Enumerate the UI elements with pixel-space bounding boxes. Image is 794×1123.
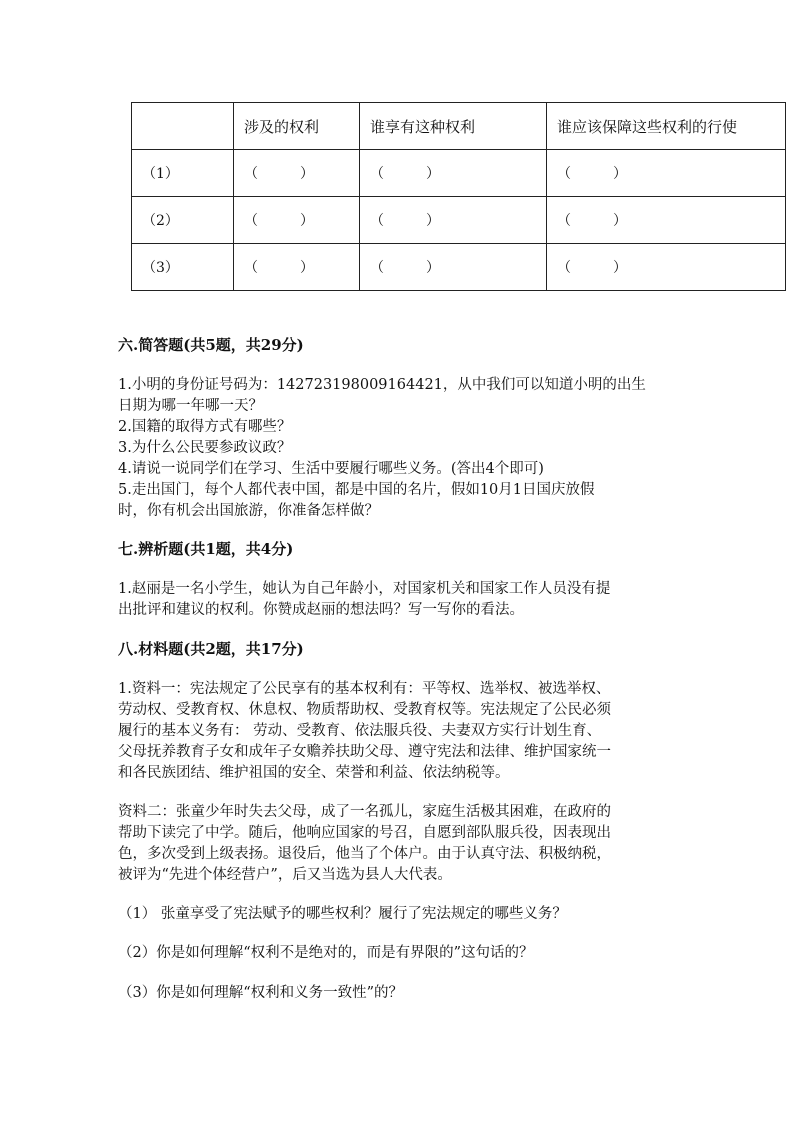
table-cell: （ ） xyxy=(234,197,360,244)
material-line: 帮助下读完了中学。随后，他响应国家的号召，自愿到部队服兵役，因表现出 xyxy=(118,825,611,841)
table-cell: （2） xyxy=(132,197,234,244)
table-header-cell: 涉及的权利 xyxy=(234,103,360,150)
table-header-cell: 谁享有这种权利 xyxy=(360,103,547,150)
material-line: 劳动权、受教育权、休息权、物质帮助权、受教育权等。宪法规定了公民必须 xyxy=(118,702,611,718)
question-line: 1.小明的身份证号码为：142723198009164421，从中我们可以知道小明的出生 xyxy=(118,377,646,393)
section-title-material: 八.材料题(共2题，共17分) xyxy=(118,640,304,658)
table-cell: （1） xyxy=(132,150,234,197)
sub-question: （3）你是如何理解“权利和义务一致性”的？ xyxy=(118,985,404,1001)
question-line: 出批评和建议的权利。你赞成赵丽的想法吗？写一写你的看法。 xyxy=(118,602,524,618)
table-cell: （ ） xyxy=(547,150,786,197)
question-line: 4.请说一说同学们在学习、生活中要履行哪些义务。(答出4个即可) xyxy=(118,461,544,477)
table-header-cell xyxy=(132,103,234,150)
material-line: 被评为“先进个体经营户”，后又当选为县人大代表。 xyxy=(118,867,452,883)
question-line: 日期为哪一年哪一天？ xyxy=(118,398,263,414)
material-line: 色，多次受到上级表扬。退役后，他当了个体户。由于认真守法、积极纳税， xyxy=(118,846,611,862)
material-line: 资料二：张童少年时失去父母，成了一名孤儿，家庭生活极其困难，在政府的 xyxy=(118,804,611,820)
table-header-row xyxy=(132,103,786,150)
table-row xyxy=(132,197,786,244)
table-cell: （ ） xyxy=(547,244,786,291)
rights-table xyxy=(131,102,786,291)
table-cell: （ ） xyxy=(360,244,547,291)
question-line: 时，你有机会出国旅游，你准备怎样做？ xyxy=(118,503,379,519)
question-line: 2.国籍的取得方式有哪些？ xyxy=(118,419,292,435)
material-line: 1.资料一：宪法规定了公民享有的基本权利有：平等权、选举权、被选举权、 xyxy=(118,681,611,697)
section-title-analysis: 七.辨析题(共1题，共4分) xyxy=(118,540,294,558)
sub-question: （1） 张童享受了宪法赋予的哪些权利？履行了宪法规定的哪些义务？ xyxy=(118,906,567,922)
material-line: 和各民族团结、维护祖国的安全、荣誉和利益、依法纳税等。 xyxy=(118,765,510,781)
table-cell: （ ） xyxy=(234,244,360,291)
question-line: 1.赵丽是一名小学生，她认为自己年龄小，对国家机关和国家工作人员没有提 xyxy=(118,581,611,597)
table-header-cell: 谁应该保障这些权利的行使 xyxy=(547,103,786,150)
table-row xyxy=(132,150,786,197)
table-row xyxy=(132,244,786,291)
table-cell: （ ） xyxy=(547,197,786,244)
table-cell: （3） xyxy=(132,244,234,291)
material-line: 父母抚养教育子女和成年子女赡养扶助父母、遵守宪法和法律、维护国家统一 xyxy=(118,744,611,760)
table-cell: （ ） xyxy=(360,150,547,197)
table-cell: （ ） xyxy=(234,150,360,197)
sub-question: （2）你是如何理解“权利不是绝对的，而是有界限的”这句话的？ xyxy=(118,945,534,961)
table-cell: （ ） xyxy=(360,197,547,244)
question-line: 5.走出国门，每个人都代表中国，都是中国的名片，假如10月1日国庆放假 xyxy=(118,482,595,498)
material-line: 履行的基本义务有： 劳动、受教育、依法服兵役、夫妻双方实行计划生育、 xyxy=(118,723,602,739)
question-line: 3.为什么公民要参政议政？ xyxy=(118,440,292,456)
section-title-short-answer: 六.简答题(共5题，共29分) xyxy=(118,336,304,354)
